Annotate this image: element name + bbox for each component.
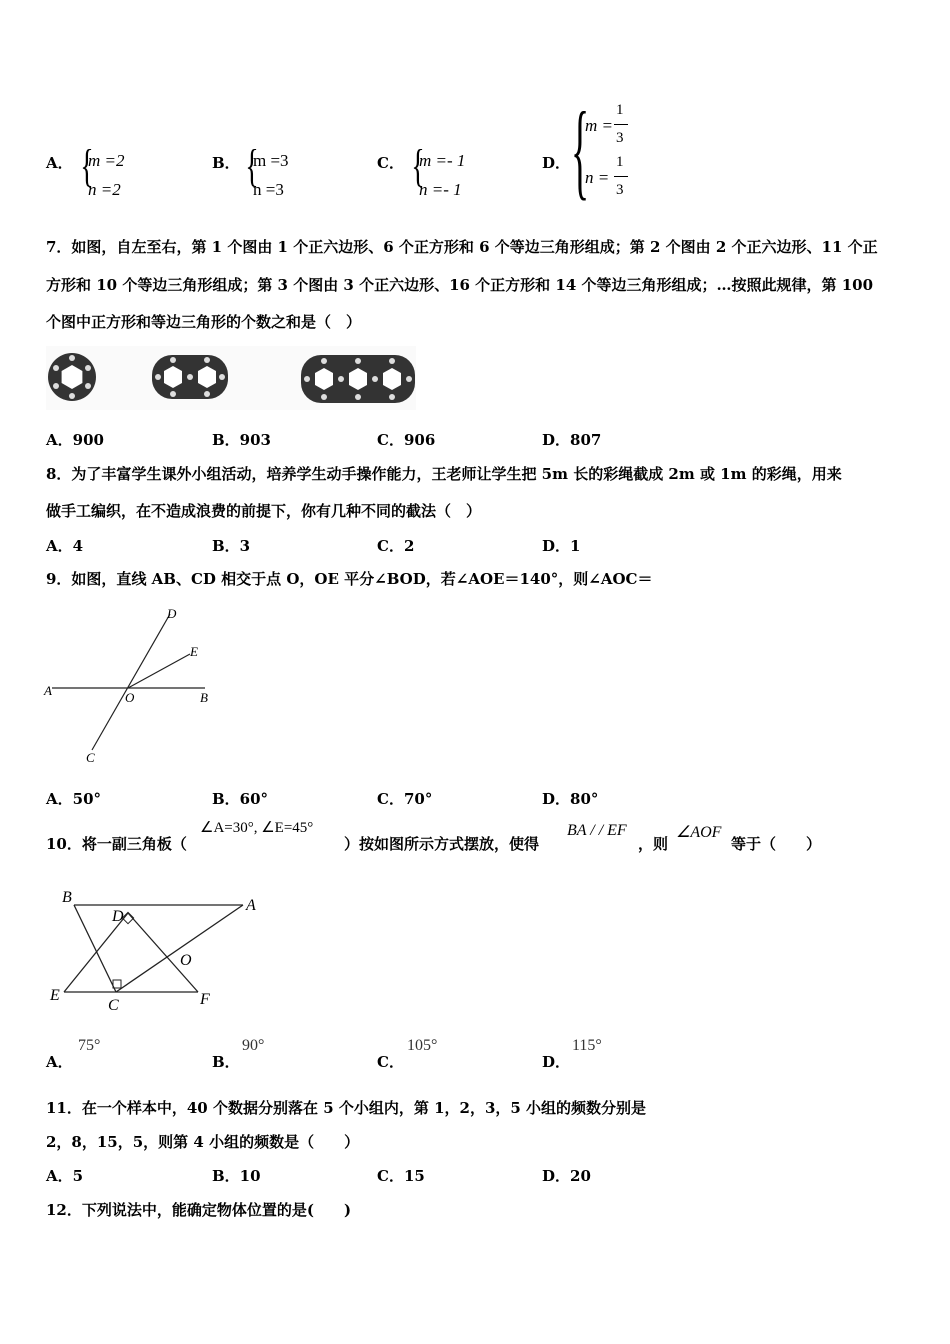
q6-option-a-letter[interactable]: A． (46, 154, 73, 172)
q9-option-c[interactable]: C．70° (377, 790, 433, 808)
q6-c-line2: n =- 1 (419, 180, 462, 199)
label-d: D (112, 908, 124, 925)
q6-b-line1: m =3 (253, 151, 289, 170)
q6-d-line2: n = (585, 168, 610, 187)
fraction-bar (614, 124, 628, 125)
label-c: C (108, 997, 119, 1014)
q8-option-a[interactable]: A．4 (46, 537, 84, 555)
label-a: A (44, 683, 52, 698)
q6-option-c-letter[interactable]: C． (377, 154, 404, 172)
q6-d-den2: 3 (616, 182, 624, 198)
q10-suffix: 等于（ ） (731, 835, 822, 853)
q7-option-d[interactable]: D．807 (542, 431, 602, 449)
brace-icon: { (245, 140, 259, 191)
q10-option-d-letter[interactable]: D． (542, 1053, 571, 1071)
triangle-boards-figure (40, 880, 270, 1015)
q6-d-line1: m = (585, 116, 613, 135)
label-o: O (125, 690, 135, 705)
q7-line2: 方形和 10 个等边三角形组成；第 3 个图由 3 个正六边形、16 个正方形和 14 个等边三角形组成；…按照此规律，第 100 (46, 276, 874, 294)
q6-a-line2: n =2 (88, 180, 121, 199)
q10-option-a-value: 75° (78, 1037, 101, 1054)
label-o: O (180, 952, 192, 969)
label-e: E (190, 644, 198, 659)
q8-option-c[interactable]: C．2 (377, 537, 415, 555)
q11-line1: 11．在一个样本中，40 个数据分别落在 5 个小组内，第 1，2，3，5 小组的频数分别是 (46, 1099, 647, 1117)
q8-line2: 做手工编织，在不造成浪费的前提下，你有几种不同的截法（ ） (46, 502, 482, 520)
q10-option-d-value: 115° (572, 1037, 602, 1054)
q11-option-c[interactable]: C．15 (377, 1167, 425, 1185)
q8-option-b[interactable]: B．3 (212, 537, 251, 555)
pattern-2 (152, 355, 228, 399)
q9-option-d[interactable]: D．80° (542, 790, 599, 808)
q7-option-a[interactable]: A．900 (46, 431, 104, 449)
q7-option-c[interactable]: C．906 (377, 431, 436, 449)
q6-c-line1: m =- 1 (419, 151, 466, 170)
label-a: A (246, 897, 256, 914)
q10-option-c-value: 105° (407, 1037, 438, 1054)
q10-target: ∠AOF (676, 824, 722, 841)
intersecting-lines-figure (40, 600, 220, 770)
q11-option-a[interactable]: A．5 (46, 1167, 84, 1185)
q10-prefix: 10．将一副三角板（ (46, 835, 187, 853)
brace-icon: { (571, 91, 590, 210)
q6-b-line2: n =3 (253, 180, 284, 199)
q10-option-c-letter[interactable]: C． (377, 1053, 404, 1071)
brace-icon: { (80, 140, 94, 191)
label-f: F (200, 991, 210, 1008)
q10-option-b-letter[interactable]: B． (212, 1053, 240, 1071)
label-e: E (50, 987, 60, 1004)
label-b: B (62, 889, 72, 906)
q8-line1: 8．为了丰富学生课外小组活动，培养学生动手操作能力，王老师让学生把 5m 长的彩绳截成 2m 或 1m 的彩绳，用来 (46, 465, 842, 483)
fraction-bar (614, 176, 628, 177)
label-d: D (167, 606, 177, 621)
q9-option-a[interactable]: A．50° (46, 790, 102, 808)
q9-option-b[interactable]: B．60° (212, 790, 269, 808)
q6-option-d-letter[interactable]: D． (542, 154, 571, 172)
label-c: C (86, 750, 95, 765)
q6-d-num1: 1 (616, 102, 624, 118)
label-b: B (200, 690, 208, 705)
q6-option-b-letter[interactable]: B． (212, 154, 240, 172)
q10-option-a-letter[interactable]: A． (46, 1053, 73, 1071)
q6-d-num2: 1 (616, 154, 624, 170)
q10-mid2: ，则 (638, 835, 669, 853)
q6-a-line1: m =2 (88, 151, 125, 170)
q11-option-b[interactable]: B．10 (212, 1167, 261, 1185)
q11-line2: 2，8，15，5，则第 4 小组的频数是（ ） (46, 1133, 360, 1151)
q10-parallel: BA / / EF (567, 822, 627, 839)
pattern-3 (301, 355, 415, 403)
q6-d-den1: 3 (616, 130, 624, 146)
q10-mid: ）按如图所示方式摆放，使得 (344, 835, 540, 853)
pattern-1 (48, 353, 96, 401)
q7-option-b[interactable]: B．903 (212, 431, 271, 449)
q9-text: 9．如图，直线 AB、CD 相交于点 O，OE 平分∠BOD，若∠AOE＝140°，则∠AOC＝ (46, 570, 653, 588)
q7-line1: 7．如图，自左至右，第 1 个图由 1 个正六边形、6 个正方形和 6 个等边三角形组成；第 2 个图由 2 个正六边形、11 个正 (46, 238, 878, 256)
q12-text: 12．下列说法中，能确定物体位置的是( ) (46, 1201, 352, 1219)
q11-option-d[interactable]: D．20 (542, 1167, 591, 1185)
brace-icon: { (411, 140, 425, 191)
q10-angles: ∠A=30°, ∠E=45° (200, 820, 314, 836)
q7-line3: 个图中正方形和等边三角形的个数之和是（ ） (46, 313, 362, 331)
q8-option-d[interactable]: D．1 (542, 537, 581, 555)
hexagon-pattern-figure (46, 346, 416, 410)
q10-option-b-value: 90° (242, 1037, 265, 1054)
